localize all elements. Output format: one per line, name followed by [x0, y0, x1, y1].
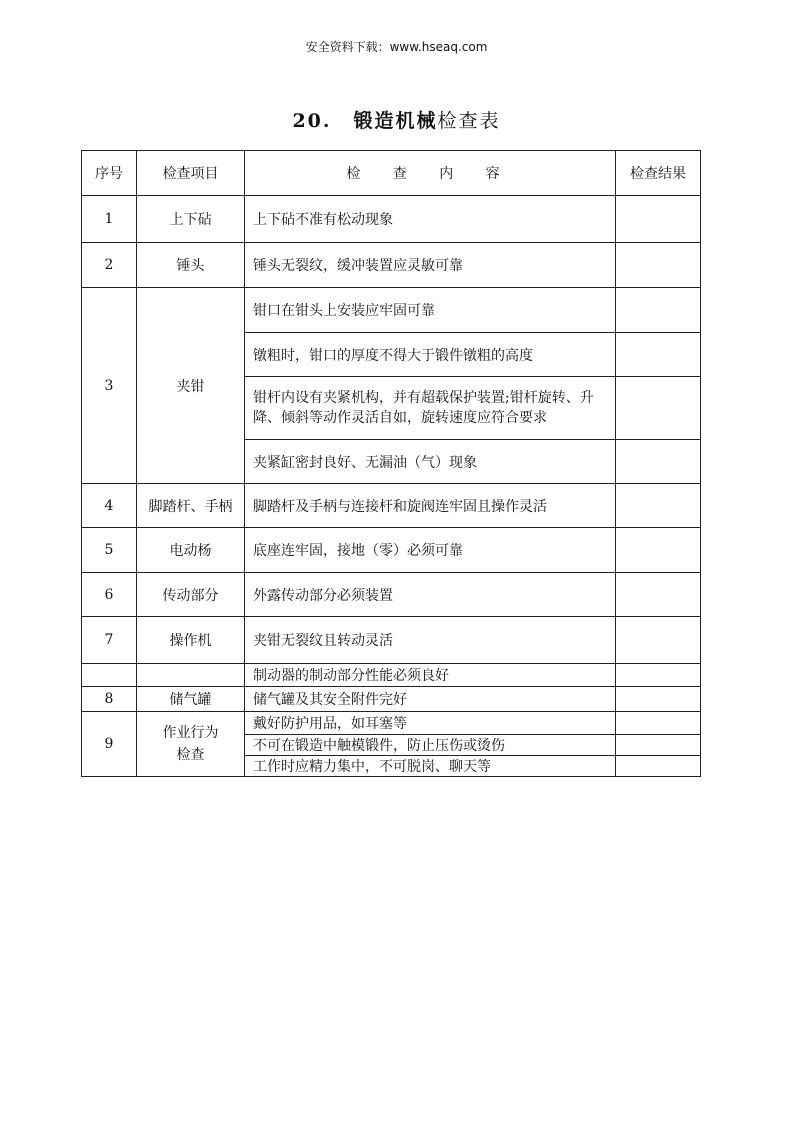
row-item: 锤头 — [137, 243, 245, 288]
row-seq: 3 — [82, 288, 137, 484]
row-content: 储气罐及其安全附件完好 — [245, 687, 616, 712]
header-content: 检 查 内 容 — [245, 151, 616, 196]
title-number: 20. — [292, 110, 332, 132]
row-result-cell[interactable] — [616, 484, 701, 528]
row-seq: 8 — [82, 687, 137, 712]
page-header: 安全资料下载：www.hseaq.com — [305, 40, 488, 54]
row-item — [137, 664, 245, 687]
table-header-row — [82, 151, 701, 196]
row-seq: 4 — [82, 484, 137, 528]
table-row — [82, 617, 701, 664]
title-suffix: 检查表 — [437, 110, 501, 132]
row-item-line: 检查 — [176, 747, 205, 763]
row-seq: 2 — [82, 243, 137, 288]
row-item: 传动部分 — [137, 573, 245, 617]
header-item: 检查项目 — [137, 151, 245, 196]
table-row — [82, 484, 701, 528]
row-result-cell[interactable] — [616, 288, 701, 333]
row-content: 镦粗时，钳口的厚度不得大于锻件镦粗的高度 — [245, 333, 616, 377]
table-row — [82, 243, 701, 288]
table-row — [82, 664, 701, 687]
row-result-cell[interactable] — [616, 243, 701, 288]
row-content: 底座连牢固，接地（零）必须可靠 — [245, 528, 616, 573]
row-item: 夹钳 — [137, 288, 245, 484]
row-result-cell[interactable] — [616, 712, 701, 735]
row-result-cell[interactable] — [616, 664, 701, 687]
table-row — [82, 288, 701, 333]
row-content: 上下砧不准有松动现象 — [245, 196, 616, 243]
header-seq: 序号 — [82, 151, 137, 196]
row-item: 操作机 — [137, 617, 245, 664]
row-content: 外露传动部分必须装置 — [245, 573, 616, 617]
document-title — [0, 106, 793, 133]
row-result-cell[interactable] — [616, 617, 701, 664]
row-result-cell[interactable] — [616, 735, 701, 756]
row-content: 钳口在钳头上安装应牢固可靠 — [245, 288, 616, 333]
row-content: 脚踏杆及手柄与连接杆和旋阀连牢固且操作灵活 — [245, 484, 616, 528]
row-seq — [82, 664, 137, 687]
table-row — [82, 196, 701, 243]
row-result-cell[interactable] — [616, 528, 701, 573]
row-result-cell[interactable] — [616, 687, 701, 712]
row-result-cell[interactable] — [616, 573, 701, 617]
row-item — [137, 712, 245, 777]
row-result-cell[interactable] — [616, 333, 701, 377]
row-result-cell[interactable] — [616, 377, 701, 440]
header-result: 检查结果 — [616, 151, 701, 196]
row-seq: 7 — [82, 617, 137, 664]
row-result-cell[interactable] — [616, 196, 701, 243]
row-content: 不可在锻造中触模锻件，防止压伤或烫伤 — [245, 735, 616, 756]
row-item: 储气罐 — [137, 687, 245, 712]
row-seq: 9 — [82, 712, 137, 777]
inspection-table — [81, 150, 701, 777]
row-result-cell[interactable] — [616, 756, 701, 777]
table-row — [82, 528, 701, 573]
row-seq: 1 — [82, 196, 137, 243]
row-item-line: 作业行为 — [162, 725, 219, 741]
row-content: 锤头无裂纹，缓冲装置应灵敏可靠 — [245, 243, 616, 288]
title-main: 锻造机械 — [353, 110, 438, 132]
table-row — [82, 712, 701, 735]
row-content: 制动器的制动部分性能必须良好 — [245, 664, 616, 687]
row-content: 工作时应精力集中，不可脱岗、聊天等 — [245, 756, 616, 777]
row-content: 夹钳无裂纹且转动灵活 — [245, 617, 616, 664]
row-seq: 6 — [82, 573, 137, 617]
table-row — [82, 687, 701, 712]
row-content: 戴好防护用品，如耳塞等 — [245, 712, 616, 735]
row-content: 夹紧缸密封良好、无漏油（气）现象 — [245, 440, 616, 484]
row-item: 上下砧 — [137, 196, 245, 243]
row-content: 钳杆内设有夹紧机构，并有超载保护装置;钳杆旋转、升降、倾斜等动作灵活自如，旋转速度应符合要求 — [245, 377, 616, 440]
row-item: 脚踏杆、手柄 — [137, 484, 245, 528]
row-item: 电动杨 — [137, 528, 245, 573]
row-seq: 5 — [82, 528, 137, 573]
row-result-cell[interactable] — [616, 440, 701, 484]
table-row — [82, 573, 701, 617]
